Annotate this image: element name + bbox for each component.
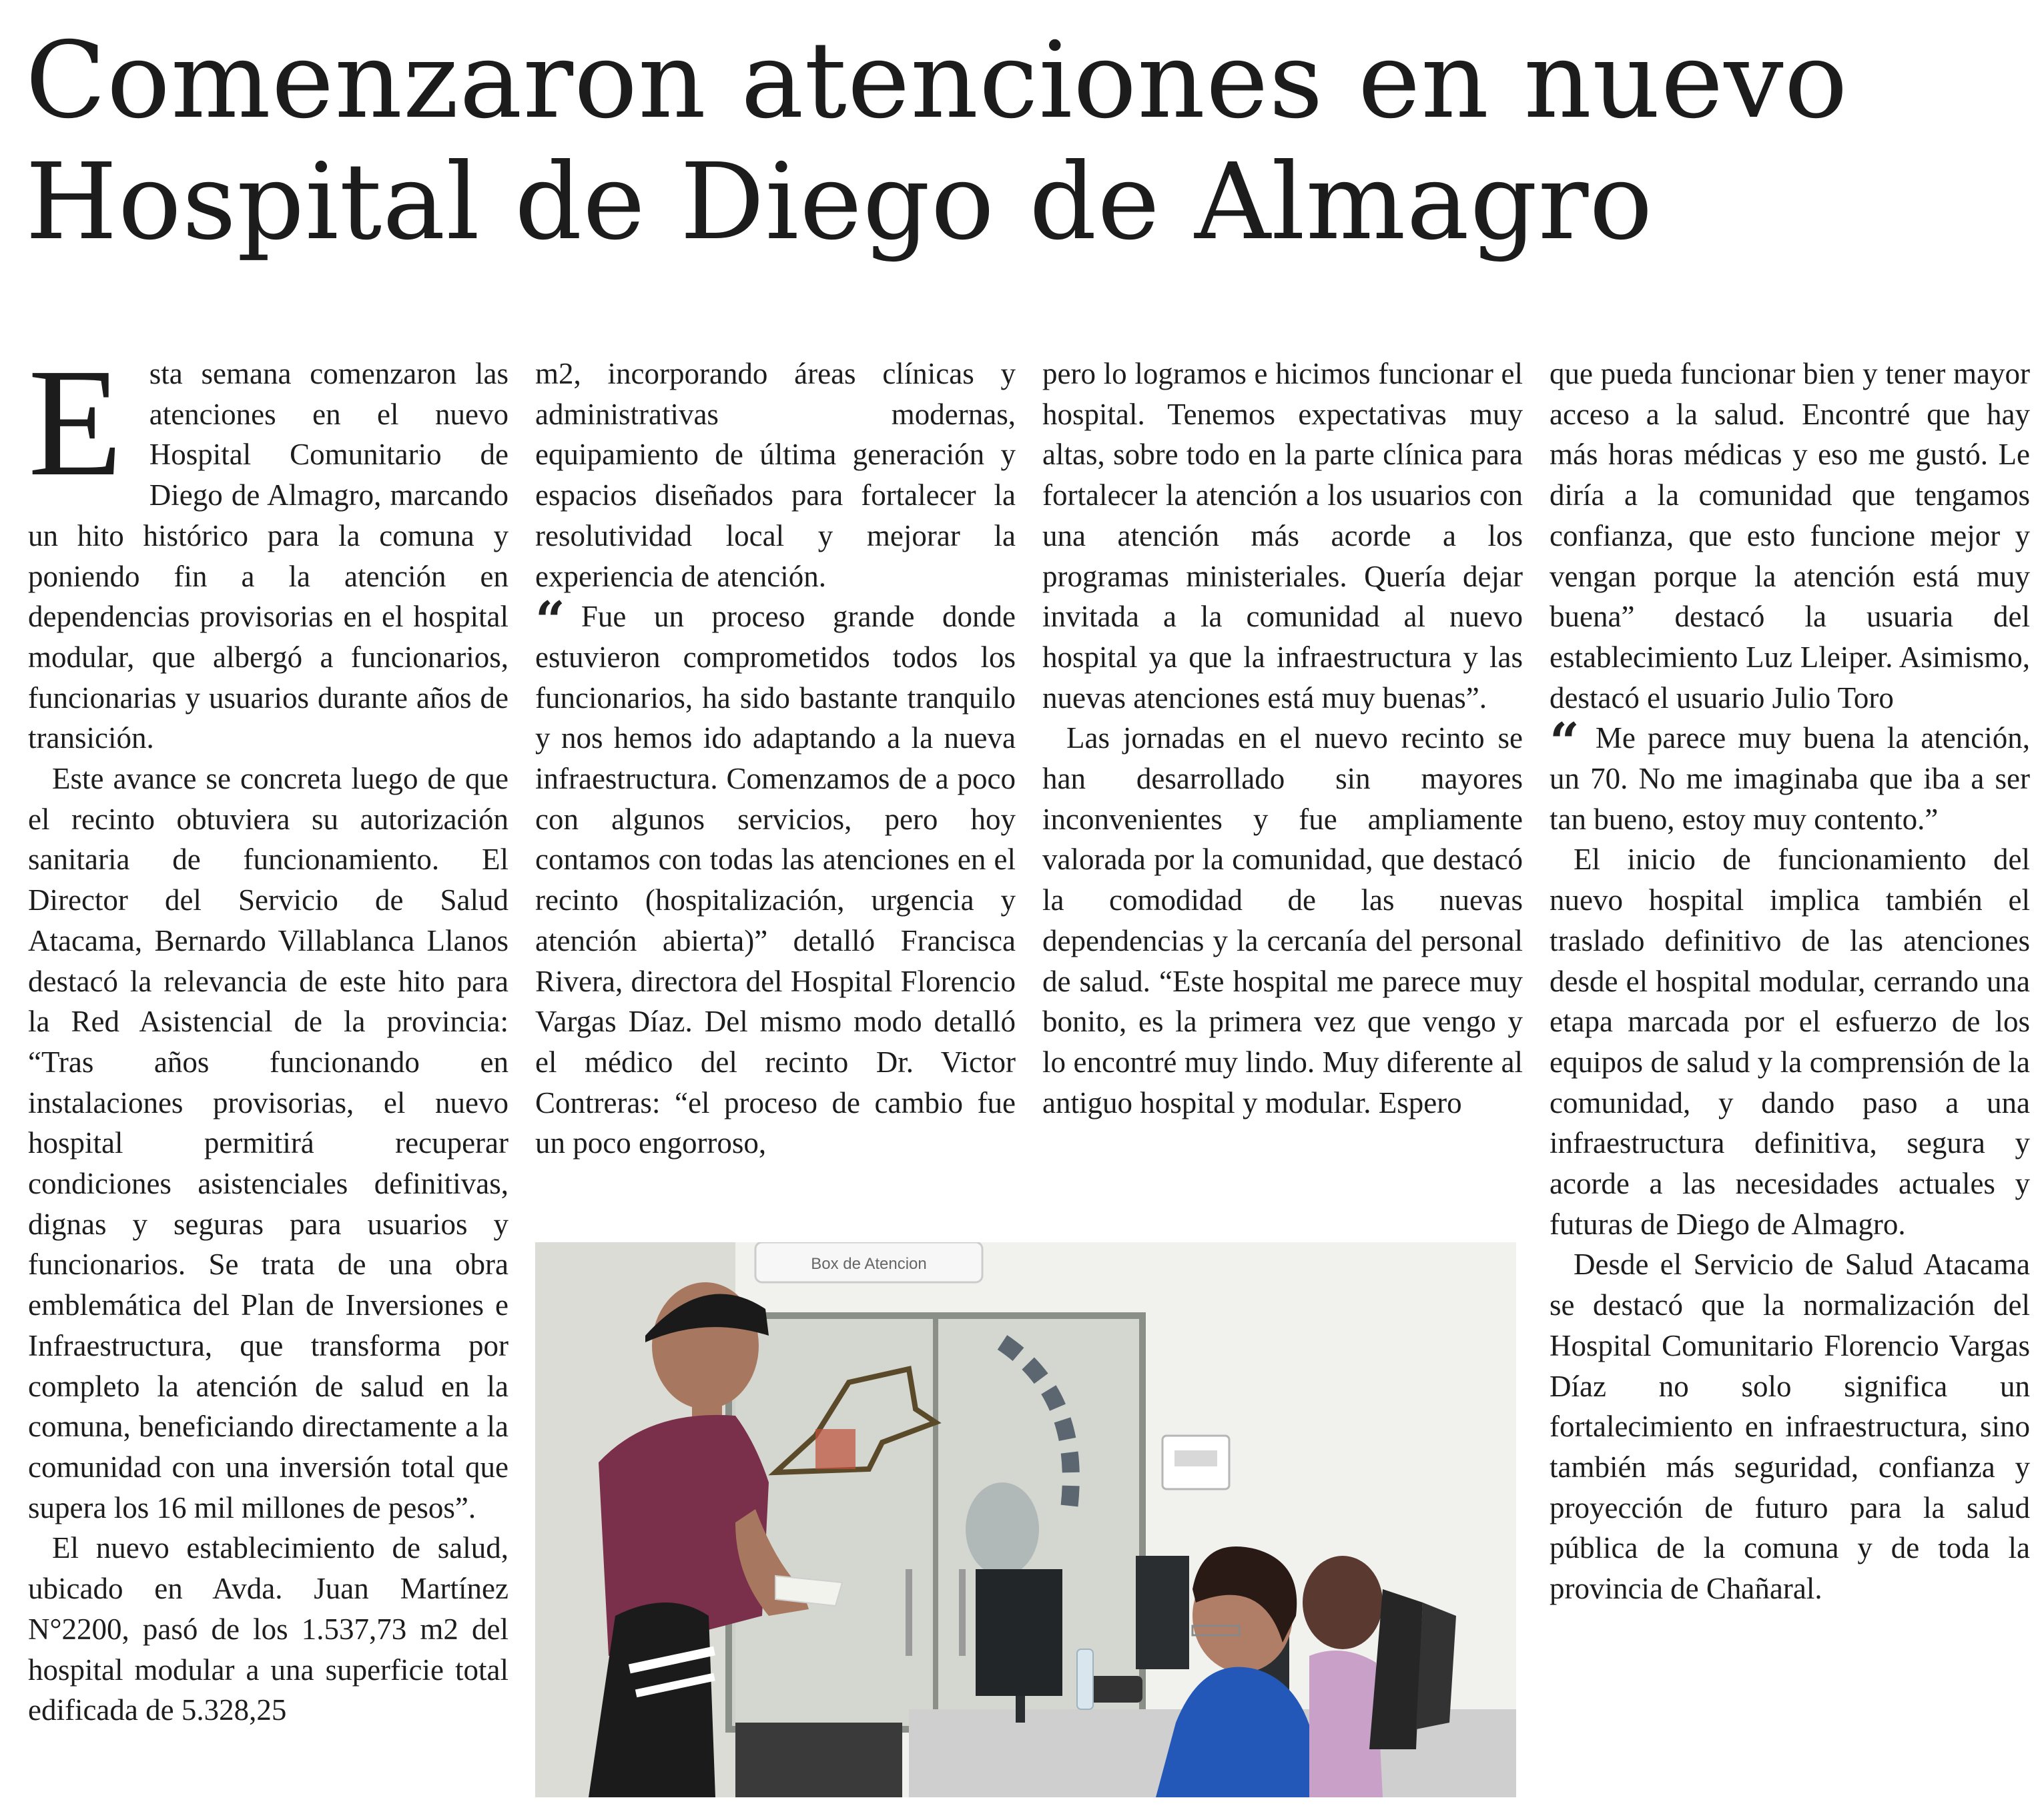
paragraph: El inicio de funcionamiento del nuevo hospital implica también el traslado definitivo de las atenciones desde el hospital modular, cerrando una etapa marcada por el esfuerzo de los equipos de salud y la comprensión de la comunidad, y dando paso a una infraestructura definitiva, segura y acorde a las necesidades actuales y futuras de Diego de Almagro. <box>1550 843 2030 1241</box>
paragraph: pero lo logramos e hicimos funcionar el hospital. Tenemos expectativas muy altas, sobre todo en la parte clínica para fortalecer la atención a los usuarios con una atención más acorde a los programas ministeriales. Quería dejar invitada a la comunidad al nuevo hospital ya que la infraestructura y las nuevas atenciones está muy buenas”. <box>1042 357 1523 715</box>
drop-cap: E <box>28 337 123 508</box>
quote-paragraph <box>535 590 1016 1164</box>
door-sign: Box de Atencion <box>811 1255 927 1273</box>
paragraph: Las jornadas en el nuevo recinto se han desarrollado sin mayores inconvenientes y fue ampliamente valorada por la comunidad, que destacó la comodidad de las nuevas dependencias y la cercanía del personal de salud. “Este hospital me parece muy bonito, es la primera vez que vengo y lo encontré muy lindo. Muy diferente al antiguo hospital y modular. Espero <box>1042 721 1523 1119</box>
article-photo <box>535 1242 1516 1797</box>
paragraph <box>28 337 508 759</box>
quote-mark-icon: “ <box>1550 712 1580 773</box>
article-column-1 <box>28 337 508 1731</box>
paragraph-text: Fue un proceso grande donde estuvieron comprometidos todos los funcionarios, ha sido bastante tranquilo y nos hemos ido adaptando a la nueva infraestructura. Comenzamos de a poco con algunos servicios, pero hoy contamos con todas las atenciones en el recinto (hospitalización, urgencia y atención abierta)” detalló Francisca Rivera, directora del Hospital Florencio Vargas Díaz. Del mismo modo detalló el médico del recinto Dr. Victor Contreras: “el proceso de cambio fue un poco engorroso, <box>535 600 1016 1160</box>
paragraph: Este avance se concreta luego de que el recinto obtuviera su autorización sanitaria de funcionamiento. El Director del Servicio de Salud Atacama, Bernardo Villablanca Llanos destacó la relevancia de este hito para la Red Asistencial de la provincia: “Tras años funcionando en instalaciones provisorias, el nuevo hospital permitirá recuperar condiciones asistenciales definitivas, dignas y seguras para usuarios y funcionarios. Se trata de una obra emblemática del Plan de Inversiones e Infraestructura, que transforma por completo la atención de salud en la comuna, beneficiando directamente a la comunidad con una inversión total que supera los 16 mil millones de pesos”. <box>28 762 508 1524</box>
article-column-3 <box>1042 354 1523 1123</box>
paragraph-text: Me parece muy buena la atención, un 70. No me imaginaba que iba a ser tan bueno, estoy muy contento.” <box>1550 721 2030 836</box>
headline: Comenzaron atenciones en nuevo Hospital de Diego de Almagro <box>25 19 1848 264</box>
article-column-2 <box>535 354 1016 1164</box>
paragraph: El nuevo establecimiento de salud, ubicado en Avda. Juan Martínez N°2200, pasó de los 1.537,73 m2 del hospital modular a una superficie total edificada de 5.328,25 <box>28 1531 508 1727</box>
article-column-4 <box>1550 354 2030 1609</box>
quote-paragraph <box>1550 712 2030 839</box>
photo-illustration <box>535 1242 1516 1797</box>
paragraph: Desde el Servicio de Salud Atacama se destacó que la normalización del Hospital Comunitario Florencio Vargas Díaz no solo significa un fortalecimiento en infraestructura, sino también más seguridad, confianza y proyección de futuro para la salud pública de la comuna y de toda la provincia de Chañaral. <box>1550 1248 2030 1606</box>
paragraph-text: sta semana comenzaron las atenciones en el nuevo Hospital Comunitario de Diego de Almagro, marcando un hito histórico para la comuna y poniendo fin a la atención en dependencias provisorias en el hospital modular, que albergó a funcionarios, funcionarias y usuarios durante años de transición. <box>28 357 508 755</box>
paragraph: que pueda funcionar bien y tener mayor acceso a la salud. Encontré que hay más horas médicas y eso me gustó. Le diría a la comunidad que tengamos confianza, que esto funcione mejor y vengan porque la atención está muy buena” destacó la usuaria del establecimiento Luz Lleiper. Asimismo, destacó el usuario Julio Toro <box>1550 357 2030 715</box>
quote-mark-icon: “ <box>535 590 565 652</box>
paragraph: m2, incorporando áreas clínicas y administrativas modernas, equipamiento de última generación y espacios diseñados para fortalecer la resolutividad local y mejorar la experiencia de atención. <box>535 357 1016 593</box>
